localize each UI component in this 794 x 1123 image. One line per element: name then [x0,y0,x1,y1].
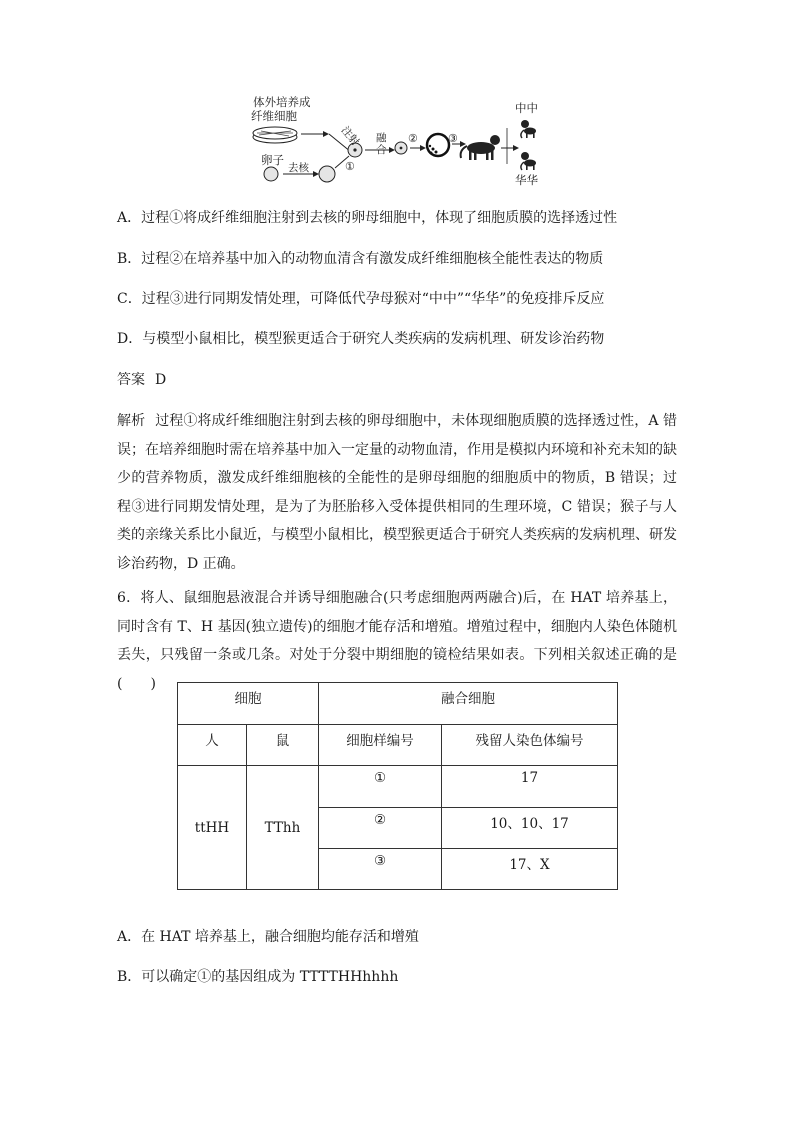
chrom-1: 17 [442,766,618,808]
col-sample-id: 细胞样编号 [319,725,442,766]
analysis-paragraph [117,407,677,578]
egg-cell-icon [264,167,278,181]
question-6-stem: 6．将人、鼠细胞悬液混合并诱导细胞融合(只考虑细胞两两融合)后，在 HAT 培养基上，同时含有 T、H 基因(独立遗传)的细胞才能存活和增殖。增殖过程中，细胞内人染色体随机丢失，只残留一条或几条。对处于分裂中期细胞的镜检结果如表。下列相关叙述正确的是( ) [117,590,677,692]
q6-option-b: B．可以确定①的基因组成为 TTTTHHhhhh [117,969,399,985]
label-culture-line1: 体外培养成 [253,95,311,109]
col-mouse: 鼠 [247,725,319,766]
label-monkey2: 华华 [515,173,538,187]
header-cells: 细胞 [178,683,319,725]
col-human-chromosomes: 残留人染色体编号 [442,725,618,766]
cloning-diagram [245,92,555,192]
header-fused-cells: 融合细胞 [319,683,618,725]
monkey-zhongzhong-icon [521,120,536,138]
enucleated-egg-icon [319,166,335,182]
sample-1: ① [319,766,442,808]
monkey-huahua-icon [521,152,536,170]
label-culture-line2: 纤维细胞 [251,109,297,123]
human-genotype: ttHH [178,766,247,890]
culture-dish-icon [253,127,297,143]
label-monkey1: 中中 [515,101,538,115]
surrogate-monkey-icon [461,135,500,160]
label-step1: ① [345,160,355,173]
chrom-3: 17、X [442,849,618,890]
col-human: 人 [178,725,247,766]
label-step2: ② [408,132,418,145]
embryo-icon [427,134,449,156]
label-inject: 注射 [338,124,362,149]
sample-3: ③ [319,849,442,890]
label-egg: 卵子 [261,153,284,167]
q6-option-a: A．在 HAT 培养基上，融合细胞均能存活和增殖 [117,929,419,945]
label-step3: ③ [448,132,458,145]
answer-label: 答案 [117,372,145,388]
analysis-label: 解析 [117,413,146,429]
option-d: D．与模型小鼠相比，模型猴更适合于研究人类疾病的发病机理、研发诊治药物 [117,331,605,347]
option-c: C．过程③进行同期发情处理，可降低代孕母猴对“中中”“华华”的免疫排斥反应 [117,291,605,307]
answer-value: D [155,372,167,388]
sample-2: ② [319,808,442,849]
chrom-2: 10、10、17 [442,808,618,849]
label-enucleate: 去核 [288,162,309,174]
fusion-results-table [177,682,618,890]
mouse-genotype: TThh [247,766,319,890]
option-b: B．过程②在培养基中加入的动物血清含有激发成纤维细胞核全能性表达的物质 [117,251,604,267]
option-a: A．过程①将成纤维细胞注射到去核的卵母细胞中，体现了细胞质膜的选择透过性 [117,210,618,226]
answer-line [117,370,166,390]
analysis-text: 过程①将成纤维细胞注射到去核的卵母细胞中，未体现细胞质膜的选择透过性，A 错误；在培养细胞时需在培养基中加入一定量的动物血清，作用是模拟内环境和补充未知的缺少的营养物质，激发成纤维细胞核的全能性的是卵母细胞的细胞质中的物质，B 错误；过程③进行同期发情处理，是为了为胚胎移入受体提供相同的生理环境，C 错误；猴子与人类的亲缘关系比小鼠近，与模型小鼠相比，模型猴更适合于研究人类疾病的发病机理、研发诊治药物，D 正确。 [117,413,678,572]
label-fuse: 融合 [376,132,387,156]
